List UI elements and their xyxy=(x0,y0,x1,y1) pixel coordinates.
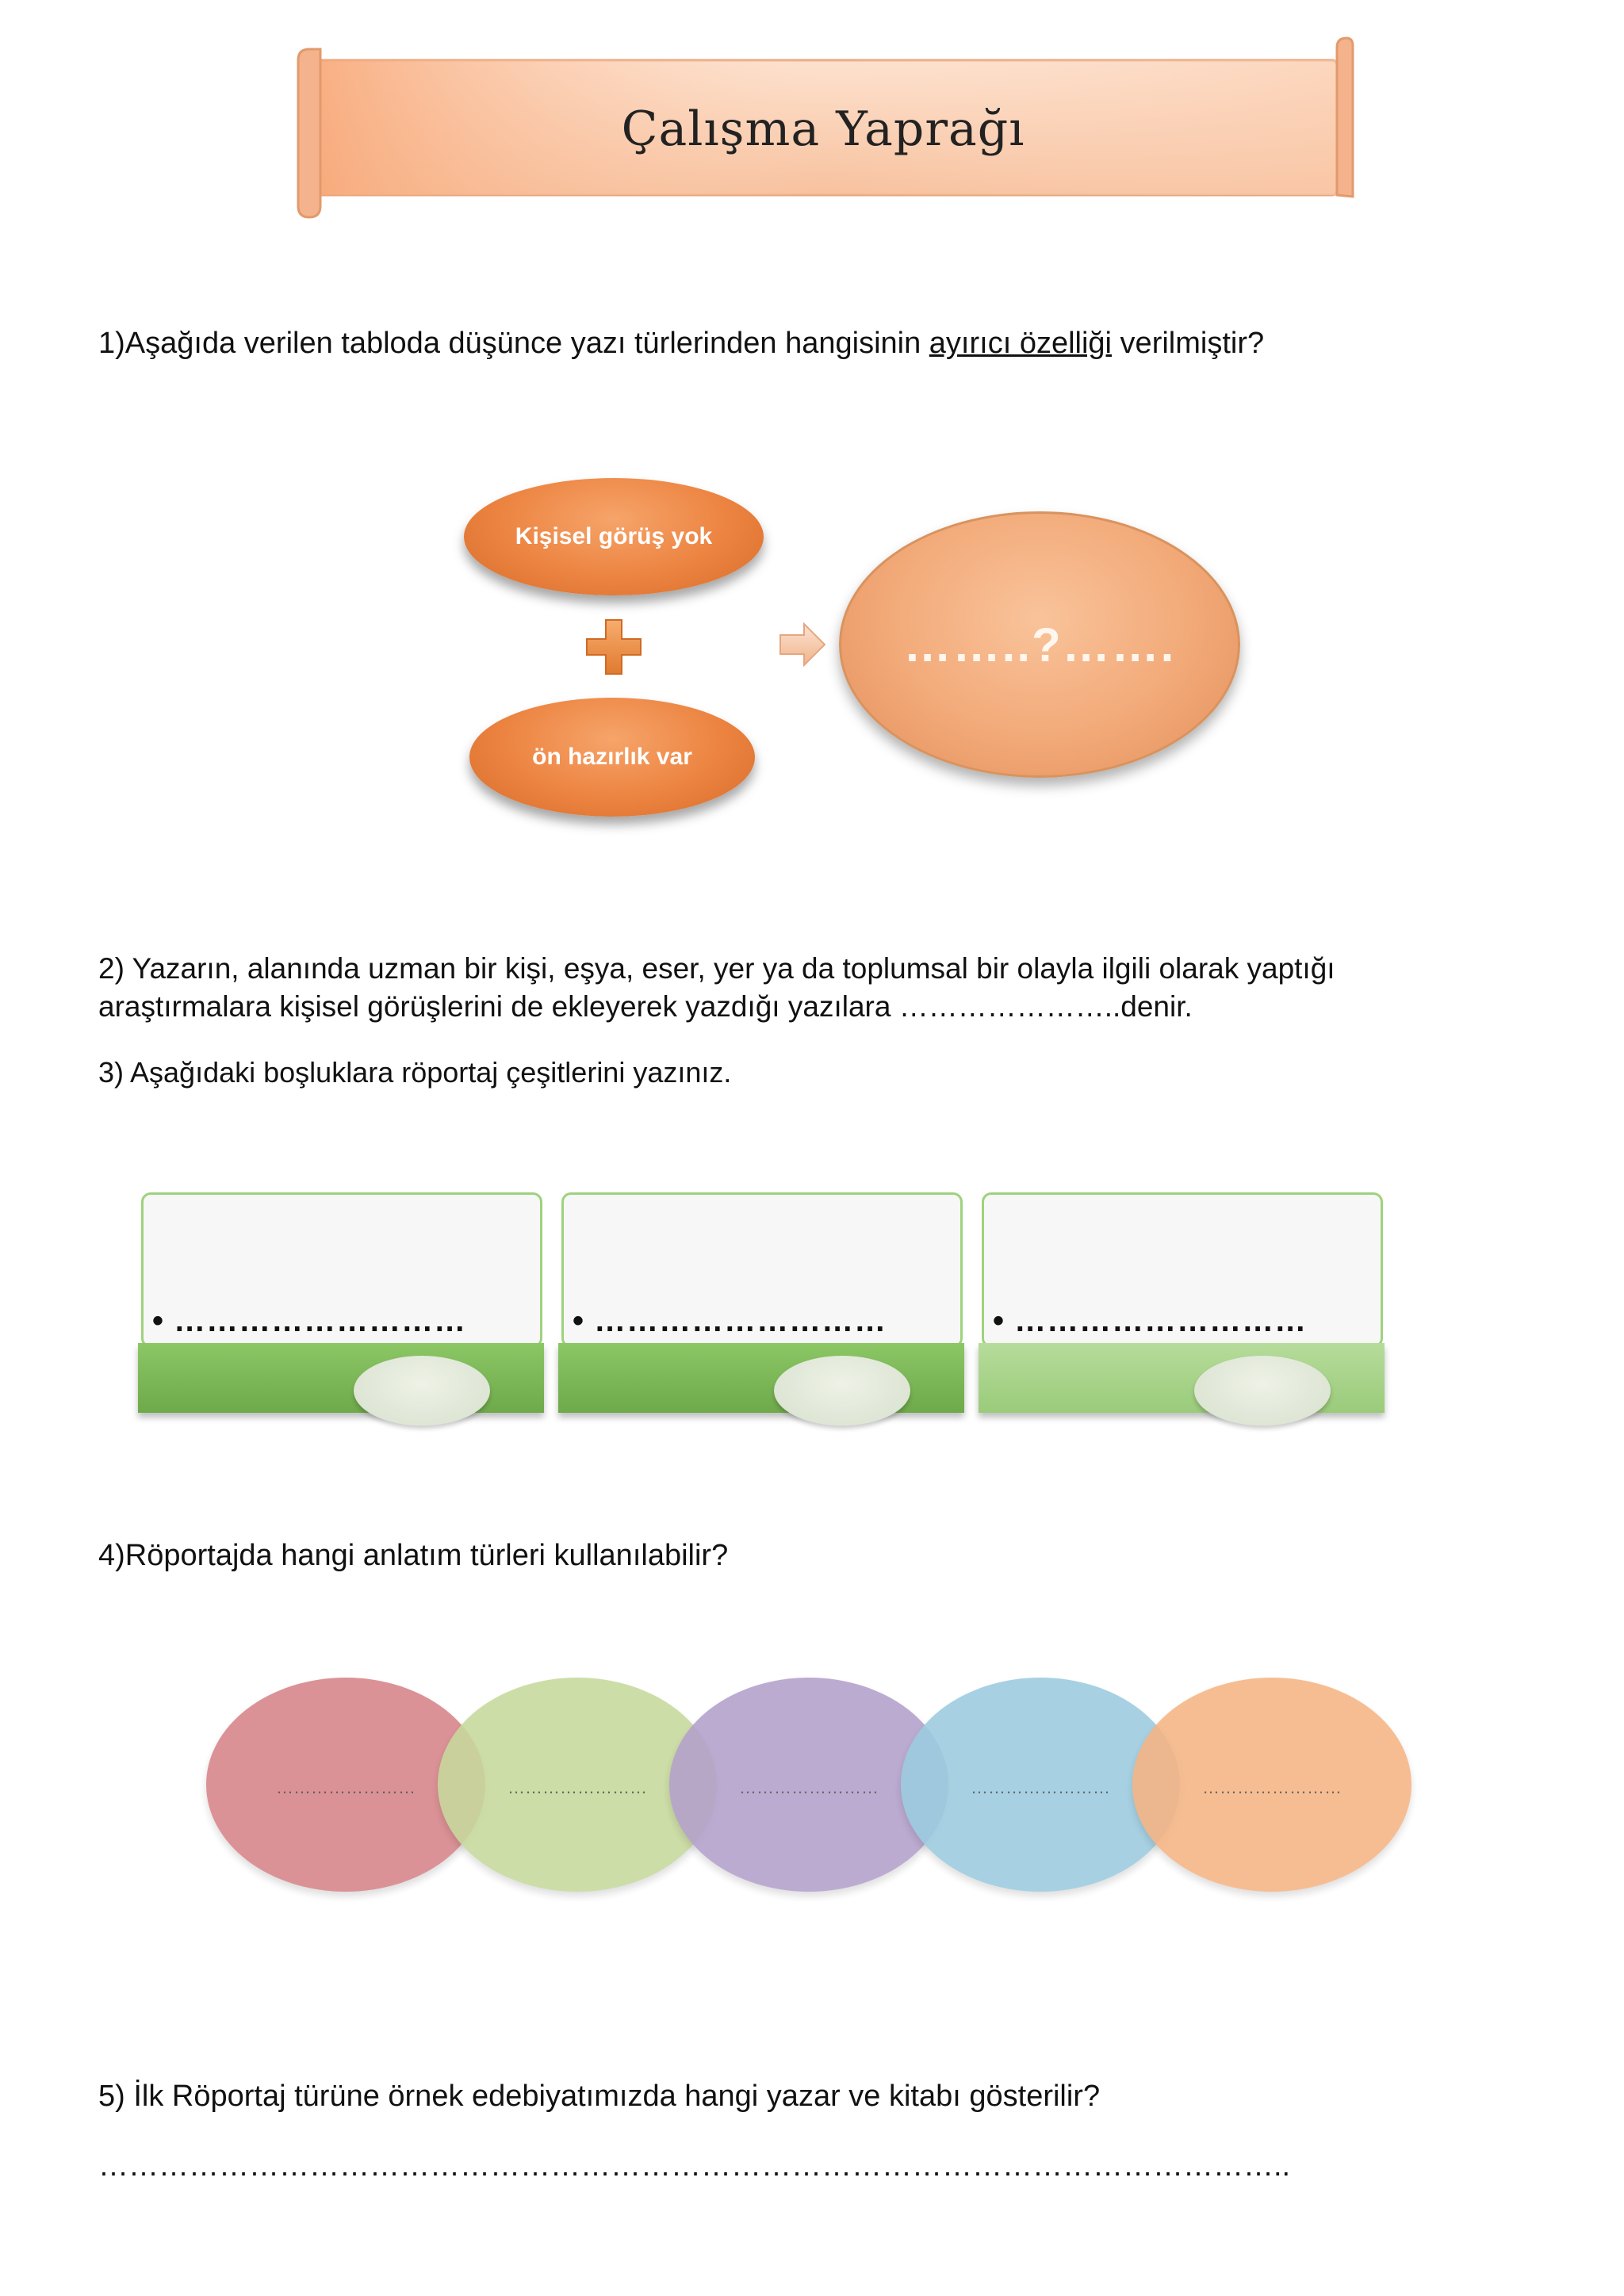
question-5: 5) İlk Röportaj türüne örnek edebiyatımızda hangi yazar ve kitabı gösterilir? xyxy=(98,2080,1101,2113)
question-1-text: 1)Aşağıda verilen tabloda düşünce yazı türlerinden hangisinin xyxy=(98,327,929,360)
decorative-oval xyxy=(354,1356,490,1425)
question-2-line-2: araştırmalara kişisel görüşlerini de ekleyerek yazdığı yazılara …………………..denir. xyxy=(98,990,1193,1023)
diagram-oval-personal-view: Kişisel görüş yok xyxy=(464,478,764,595)
circle-blank[interactable]: …………………… xyxy=(508,1777,647,1797)
arrow-right-icon xyxy=(779,622,826,667)
decorative-oval xyxy=(1194,1356,1331,1425)
answer-blank[interactable]: • ……………………… xyxy=(573,1303,887,1338)
circle-blank[interactable]: …………………… xyxy=(1202,1777,1342,1797)
interview-type-box-2 xyxy=(558,1192,964,1414)
diagram-oval-preparation: ön hazırlık var xyxy=(469,698,755,817)
decorative-oval xyxy=(774,1356,910,1425)
question-2 xyxy=(98,950,1335,1026)
answer-line[interactable]: ……………………………………………………………………………………………………….. xyxy=(98,2149,1291,2183)
question-1-underlined: ayırıcı özelliği xyxy=(929,327,1112,360)
narration-circle-5 xyxy=(1132,1678,1411,1892)
question-2-line-1: 2) Yazarın, alanında uzman bir kişi, eşya, eser, yer ya da toplumsal bir olayla ilgili olarak yaptığı xyxy=(98,952,1335,985)
answer-blank[interactable]: • ……………………… xyxy=(993,1303,1308,1338)
answer-blank[interactable]: • ……………………… xyxy=(152,1303,467,1338)
question-3: 3) Aşağıdaki boşluklara röportaj çeşitlerini yazınız. xyxy=(98,1056,732,1089)
question-1 xyxy=(98,324,1264,362)
question-1-suffix: verilmiştir? xyxy=(1112,327,1265,360)
circle-blank[interactable]: …………………… xyxy=(739,1777,879,1797)
interview-type-box-3 xyxy=(979,1192,1385,1414)
title-banner xyxy=(292,36,1354,224)
circle-blank[interactable]: …………………… xyxy=(971,1777,1110,1797)
interview-type-box-1 xyxy=(138,1192,544,1414)
page-title: Çalışma Yaprağı xyxy=(621,101,1025,157)
question-4: 4)Röportajda hangi anlatım türleri kullanılabilir? xyxy=(98,1539,729,1572)
diagram-oval-answer: ……..?……. xyxy=(839,511,1240,778)
plus-icon xyxy=(584,617,644,677)
circle-blank[interactable]: …………………… xyxy=(276,1777,416,1797)
